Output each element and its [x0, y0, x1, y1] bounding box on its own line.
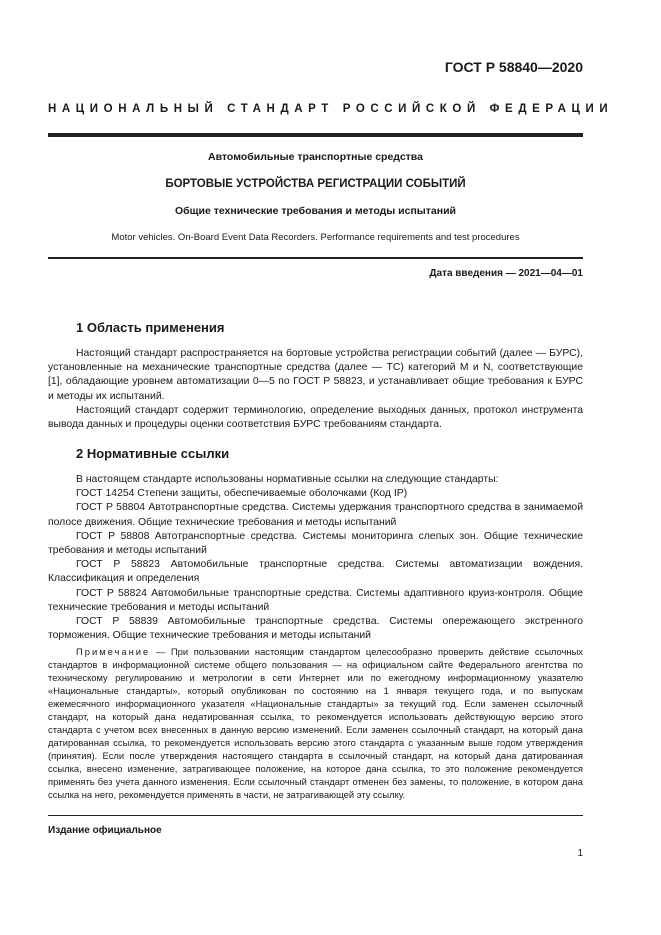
reference-item: ГОСТ Р 58808 Автотранспортные средства. Системы мониторинга слепых зон. Общие технические требования и методы испытаний — [48, 530, 583, 557]
section-2-intro: В настоящем стандарте использованы нормативные ссылки на следующие стандарты: — [76, 474, 499, 485]
title-rule — [48, 257, 583, 259]
reference-item: ГОСТ Р 58839 Автомобильные транспортные средства. Системы опережающего экстренного торможения. Общие технические требования и методы испытаний — [48, 616, 583, 642]
section-1-paragraph-1: Настоящий стандарт распространяется на бортовые устройства регистрации событий (далее — БУРС), установленные на механические транспортные средства (далее — ТС) категорий M и N, соответствующие [1], обладающие уровнем автоматизации 0—5 по ГОСТ Р 58823, и устанавливает общие требования к БУРС и методы их испытаний. — [48, 348, 583, 402]
note-label: Примечание — [76, 646, 151, 657]
reference-item: ГОСТ Р 58823 Автомобильные транспортные средства. Системы автоматизации вождения. Классификация и определения — [48, 559, 583, 585]
section-1-heading: 1 Область применения — [76, 320, 225, 335]
page-number: 1 — [577, 848, 583, 859]
note-block — [48, 645, 583, 801]
section-1-paragraph-2: Настоящий стандарт содержит терминологию, определение выходных данных, протокол инструмента вывода данных и процедуры оценки соответствия БУРС требованиям стандарта. — [48, 404, 583, 431]
reference-item: ГОСТ 14254 Степени защиты, обеспечиваемые оболочками (Код IP) — [76, 488, 408, 500]
national-standard-banner: НАЦИОНАЛЬНЫЙ СТАНДАРТ РОССИЙСКОЙ ФЕДЕРАЦИИ — [48, 103, 614, 115]
header-rule — [48, 133, 583, 137]
reference-item: ГОСТ Р 58824 Автомобильные транспортные средства. Системы адаптивного круиз-контроля. Общие технические требования и методы испытаний — [48, 587, 583, 613]
standard-code: ГОСТ Р 58840—2020 — [444, 59, 583, 75]
section-1-body — [48, 347, 583, 432]
section-2-heading: 2 Нормативные ссылки — [76, 446, 230, 461]
title-line-1: Автомобильные транспортные средства — [208, 151, 423, 163]
section-2-body — [48, 473, 583, 643]
introduction-date: Дата введения — 2021—04—01 — [429, 268, 583, 279]
footer-rule — [48, 815, 583, 816]
reference-item: ГОСТ Р 58804 Автотранспортные средства. Системы удержания транспортного средства в занимаемой полосе движения. Общие технические требования и методы испытаний — [48, 502, 583, 528]
title-line-3: Общие технические требования и методы испытаний — [175, 205, 456, 217]
title-english: Motor vehicles. On-Board Event Data Recorders. Performance requirements and test procedures — [111, 232, 520, 243]
note-text: — При пользовании настоящим стандартом целесообразно проверить действие ссылочных стандартов в информационной системе общего пользования — на официальном сайте Федерального агентства по техническому регулированию и метрологии в сети Интернет или по ежегодному информационному указателю «Национальные стандарты», который опубликован по состоянию на 1 января текущего года, и по выпускам ежемесячного информационного указателя «Национальные стандарты» за текущий год. Если заменен ссылочный стандарт, на который дана недатированная ссылка, то рекомендуется использовать действующую версию этого стандарта с учетом всех внесенных в данную версию изменений. Если заменен ссылочный стандарт, на который дана датированная ссылка, то рекомендуется использовать версию этого стандарта с указанным выше годом утверждения (принятия). Если после утверждения настоящего стандарта в ссылочный стандарт, на который дана датированная ссылка, внесено изменение, затрагивающее положение, на которое дана ссылка, то это положение рекомендуется применять без учета данного изменения. Если ссылочный стандарт отменен без замены, то положение, в котором дана ссылка на него, рекомендуется применять в части, не затрагивающей эту ссылку. — [48, 646, 583, 800]
official-edition-label: Издание официальное — [48, 825, 162, 836]
title-line-2: БОРТОВЫЕ УСТРОЙСТВА РЕГИСТРАЦИИ СОБЫТИЙ — [165, 178, 466, 190]
